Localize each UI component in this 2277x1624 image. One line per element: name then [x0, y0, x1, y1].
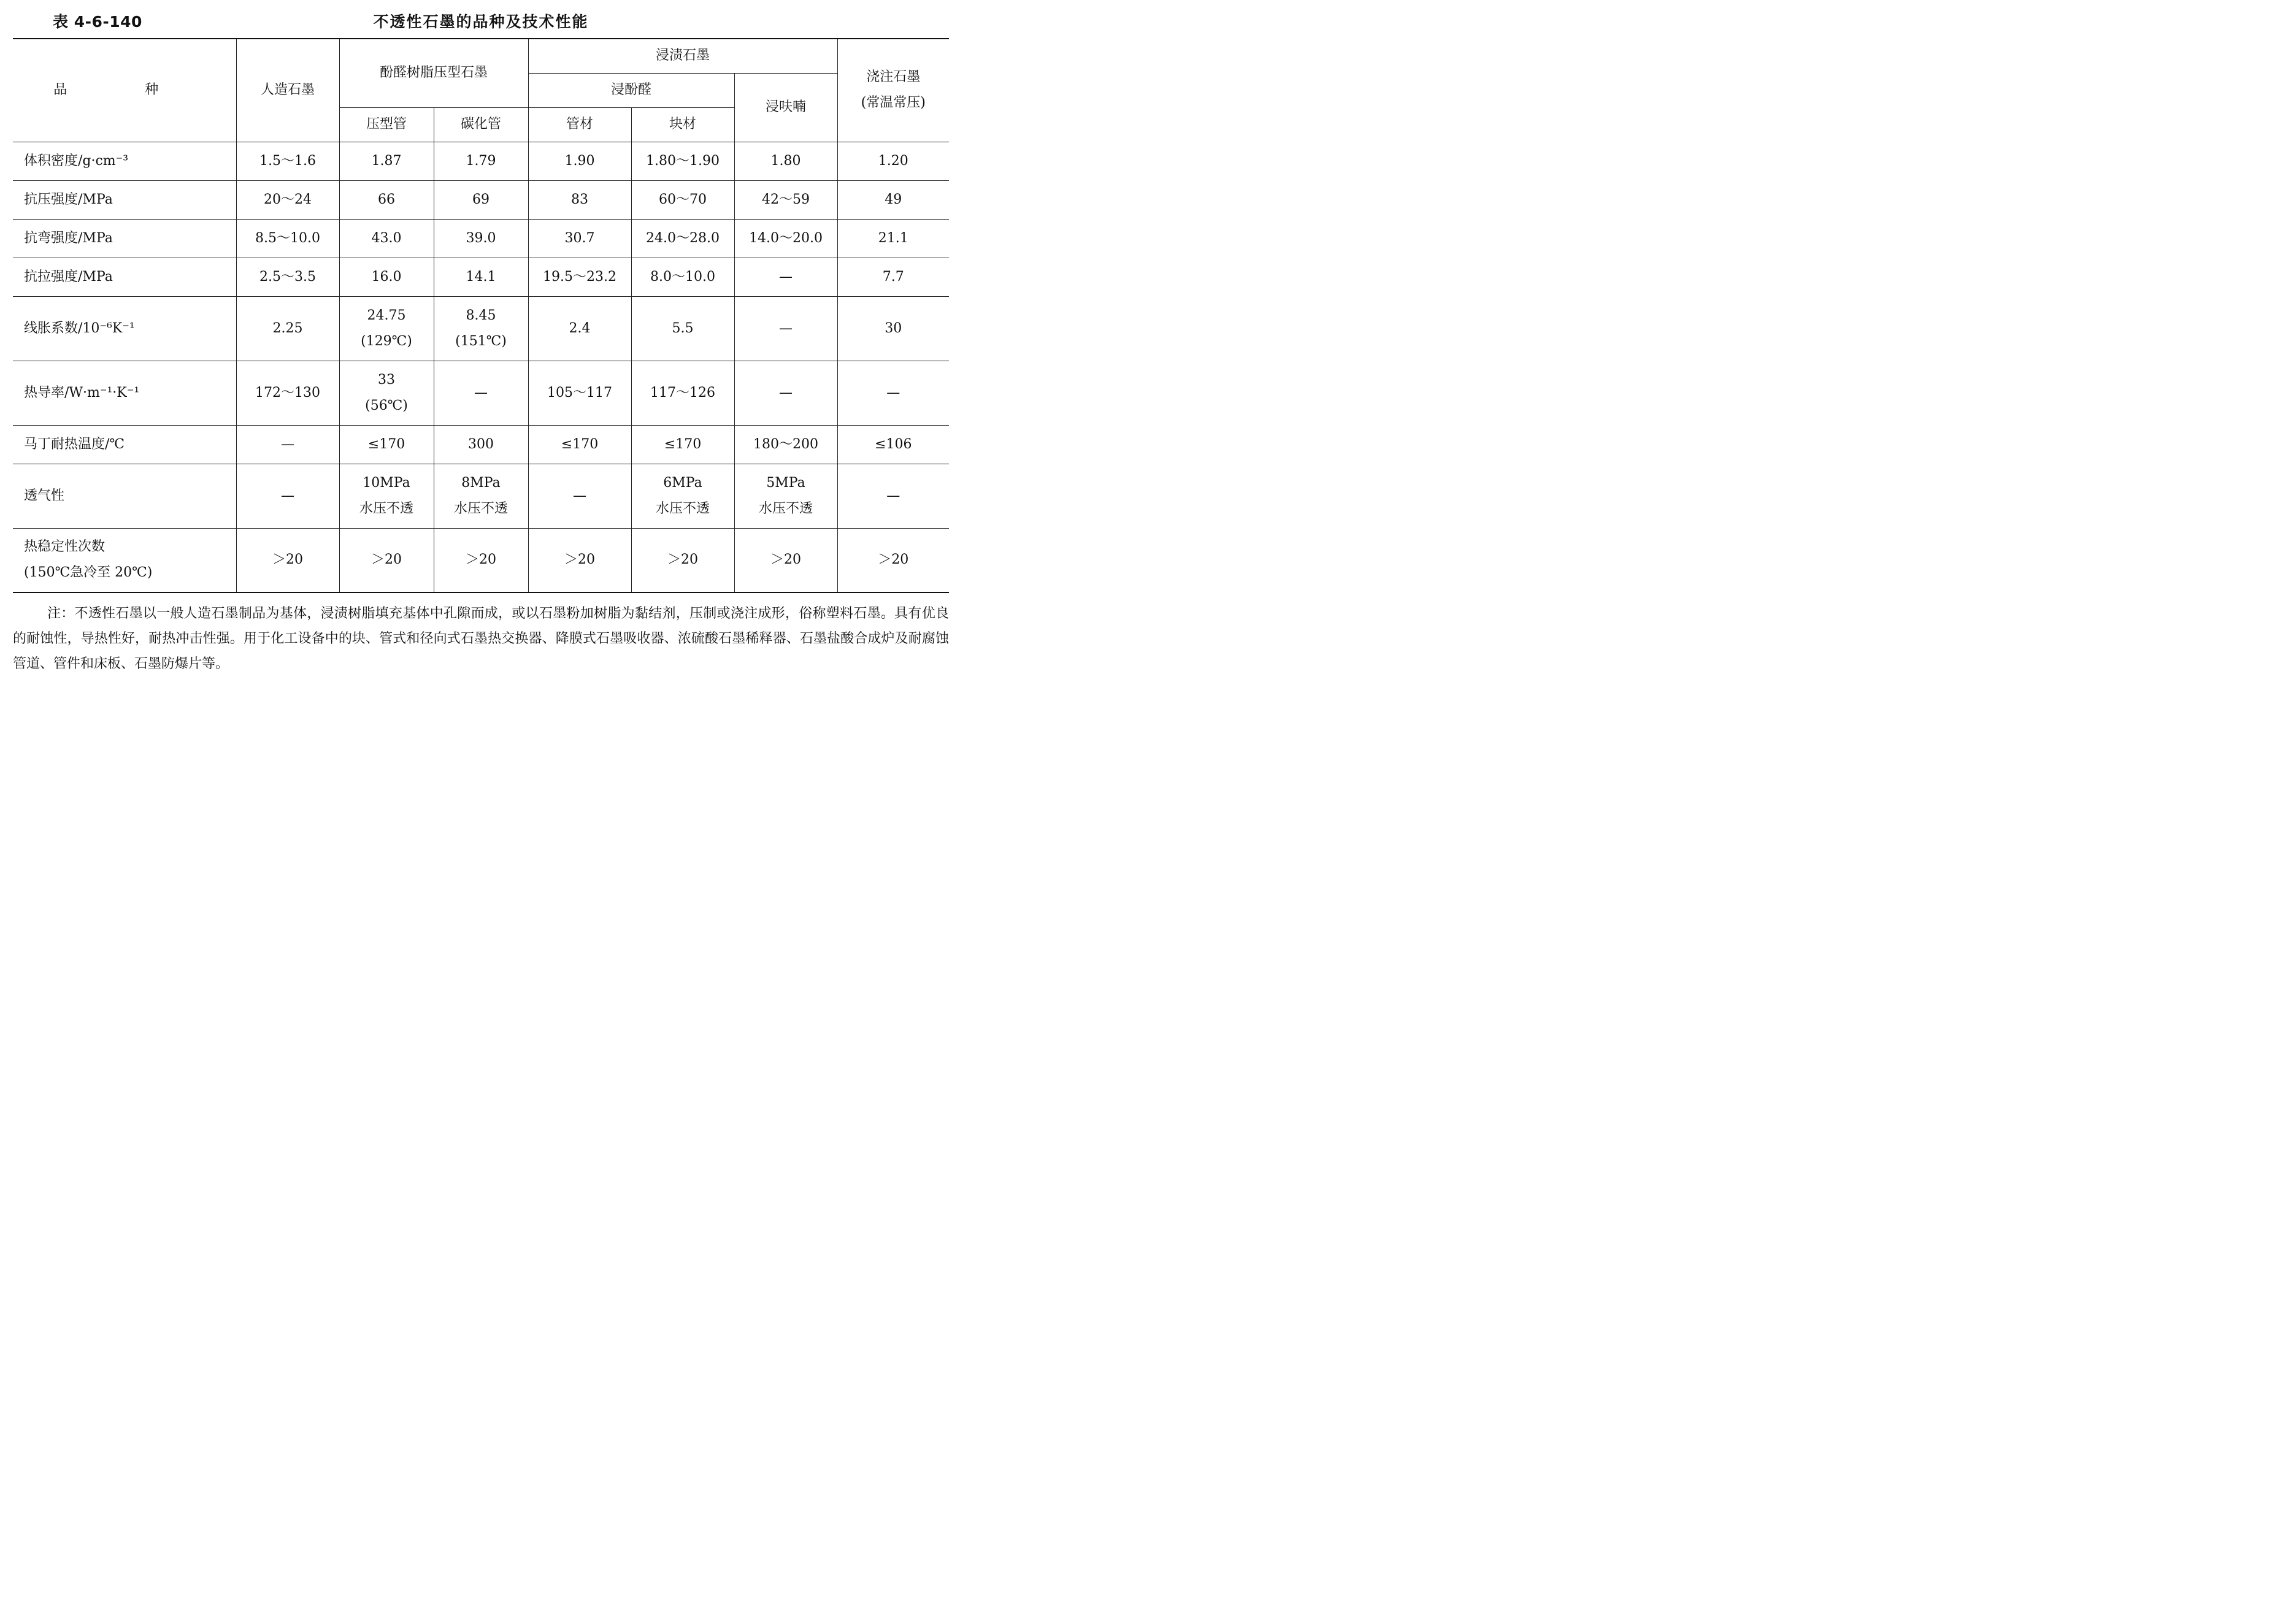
value-cell	[734, 142, 837, 180]
table-row	[13, 425, 949, 464]
value-line: —	[281, 488, 294, 504]
value-line: 30	[885, 320, 902, 336]
table-row	[13, 296, 949, 361]
value-cell	[236, 219, 339, 258]
row-label-line: 透气性	[24, 488, 65, 504]
value-cell	[339, 528, 434, 592]
table-row	[13, 361, 949, 425]
value-line: 42～59	[762, 191, 810, 207]
value-line: 1.80～1.90	[646, 153, 720, 169]
table-row	[13, 219, 949, 258]
value-line: 水压不透	[656, 500, 710, 516]
header-variety: 品 种	[13, 39, 236, 142]
value-cell	[339, 258, 434, 296]
value-line: ≤170	[664, 436, 702, 452]
header-impregnated: 浸渍石墨	[528, 39, 837, 73]
value-cell	[236, 142, 339, 180]
properties-table	[13, 38, 949, 593]
table-row	[13, 258, 949, 296]
value-line: —	[779, 269, 793, 285]
table-number: 表 4-6-140	[53, 13, 142, 31]
row-label-line: 抗弯强度/MPa	[24, 230, 113, 246]
value-line: 6MPa	[663, 475, 702, 491]
row-label-line: (150℃急冷至 20℃)	[24, 565, 153, 581]
value-line: 2.4	[569, 320, 591, 336]
value-line: ≤106	[875, 436, 912, 452]
value-line: 8.45	[466, 307, 496, 323]
value-cell	[837, 219, 949, 258]
value-cell	[837, 180, 949, 219]
row-label	[13, 296, 236, 361]
value-line: 1.87	[371, 153, 402, 169]
value-cell	[339, 464, 434, 528]
value-cell	[434, 142, 528, 180]
value-line: 33	[378, 372, 395, 388]
value-cell	[528, 142, 631, 180]
row-label-line: 马丁耐热温度/℃	[24, 436, 125, 452]
header-tube: 管材	[528, 107, 631, 142]
value-line: 2.5～3.5	[259, 269, 316, 285]
value-line: 21.1	[878, 230, 908, 246]
row-label-line: 体积密度/g·cm⁻³	[24, 153, 129, 169]
value-cell	[339, 219, 434, 258]
value-line: ＞20	[564, 552, 596, 568]
value-cell	[631, 464, 734, 528]
value-cell	[434, 464, 528, 528]
value-cell	[528, 425, 631, 464]
value-line: 8.5～10.0	[255, 230, 320, 246]
row-label-line: 热导率/W·m⁻¹·K⁻¹	[24, 385, 140, 400]
value-cell	[434, 361, 528, 425]
value-cell	[734, 219, 837, 258]
value-cell	[528, 528, 631, 592]
value-line: 24.0～28.0	[646, 230, 720, 246]
value-cell	[339, 296, 434, 361]
header-carbonized-tube: 碳化管	[434, 107, 528, 142]
value-cell	[434, 219, 528, 258]
value-cell	[734, 296, 837, 361]
value-line: —	[779, 320, 793, 336]
value-cell	[236, 425, 339, 464]
row-label	[13, 258, 236, 296]
value-line: 300	[468, 436, 494, 452]
row-label-line: 抗拉强度/MPa	[24, 269, 113, 285]
value-line: 水压不透	[759, 500, 813, 516]
header-impregnated-phenolic: 浸酚醛	[528, 73, 734, 107]
value-line: 69	[472, 191, 490, 207]
value-cell	[837, 425, 949, 464]
value-cell	[631, 361, 734, 425]
row-label	[13, 180, 236, 219]
header-block: 块材	[631, 107, 734, 142]
value-line: 19.5～23.2	[543, 269, 616, 285]
value-cell	[631, 180, 734, 219]
value-line: 1.5～1.6	[259, 153, 316, 169]
table-row	[13, 528, 949, 592]
value-line: ≤170	[367, 436, 405, 452]
value-line: 30.7	[564, 230, 595, 246]
table-title: 不透性石墨的品种及技术性能	[373, 13, 589, 31]
value-cell	[734, 464, 837, 528]
value-line: 83	[571, 191, 589, 207]
value-cell	[837, 258, 949, 296]
header-artificial-graphite: 人造石墨	[236, 39, 339, 142]
value-line: 117～126	[650, 385, 715, 400]
table-row	[13, 180, 949, 219]
value-line: 5MPa	[766, 475, 805, 491]
table-caption	[0, 9, 962, 33]
value-cell	[631, 425, 734, 464]
value-line: 1.79	[466, 153, 496, 169]
value-line: (129℃)	[361, 333, 412, 349]
header-impregnated-furan: 浸呋喃	[734, 73, 837, 142]
value-cell	[434, 296, 528, 361]
value-cell	[528, 258, 631, 296]
value-cell	[734, 425, 837, 464]
value-cell	[631, 296, 734, 361]
table-row	[13, 464, 949, 528]
value-line: ＞20	[770, 552, 802, 568]
row-label	[13, 219, 236, 258]
value-line: 20～24	[264, 191, 312, 207]
value-line: 14.0～20.0	[749, 230, 823, 246]
value-cell	[734, 258, 837, 296]
value-cell	[631, 258, 734, 296]
value-cell	[236, 258, 339, 296]
value-line: —	[573, 488, 587, 504]
value-cell	[339, 361, 434, 425]
value-cell	[837, 361, 949, 425]
value-line: 43.0	[371, 230, 402, 246]
value-cell	[837, 142, 949, 180]
value-line: 水压不透	[454, 500, 509, 516]
value-cell	[734, 528, 837, 592]
value-line: —	[474, 385, 488, 400]
row-label	[13, 361, 236, 425]
value-line: 水压不透	[359, 500, 413, 516]
value-line: —	[886, 488, 900, 504]
value-cell	[434, 425, 528, 464]
value-cell	[631, 528, 734, 592]
value-line: 2.25	[272, 320, 303, 336]
header-pressed-tube: 压型管	[339, 107, 434, 142]
row-label-line: 线胀系数/10⁻⁶K⁻¹	[24, 320, 135, 336]
value-cell	[734, 361, 837, 425]
value-cell	[734, 180, 837, 219]
value-cell	[528, 296, 631, 361]
value-cell	[236, 296, 339, 361]
value-line: 16.0	[371, 269, 402, 285]
value-cell	[837, 528, 949, 592]
value-cell	[837, 464, 949, 528]
header-cast-graphite	[837, 39, 949, 142]
value-line: 1.80	[770, 153, 801, 169]
row-label-line: 热稳定性次数	[24, 539, 106, 555]
row-label	[13, 142, 236, 180]
value-line: (151℃)	[455, 333, 507, 349]
header-cast-line: 浇注石墨	[866, 69, 921, 85]
value-line: 24.75	[367, 307, 406, 323]
value-cell	[434, 258, 528, 296]
row-label	[13, 425, 236, 464]
value-cell	[434, 528, 528, 592]
value-line: 5.5	[672, 320, 694, 336]
value-line: ＞20	[272, 552, 303, 568]
value-line: ＞20	[878, 552, 909, 568]
table-row	[13, 142, 949, 180]
value-line: 39.0	[466, 230, 496, 246]
table-note	[13, 601, 949, 676]
value-line: 180～200	[753, 436, 818, 452]
value-cell	[434, 180, 528, 219]
value-line: —	[281, 436, 294, 452]
value-line: (56℃)	[365, 397, 408, 413]
header-cast-line: (常温常压)	[861, 95, 926, 111]
row-label	[13, 528, 236, 592]
value-cell	[837, 296, 949, 361]
value-cell	[236, 528, 339, 592]
value-line: 7.7	[882, 269, 904, 285]
value-line: 105～117	[547, 385, 612, 400]
value-line: 10MPa	[363, 475, 410, 491]
value-line: ＞20	[371, 552, 402, 568]
value-cell	[528, 219, 631, 258]
value-line: —	[779, 385, 793, 400]
value-cell	[528, 464, 631, 528]
value-cell	[631, 142, 734, 180]
value-line: 8MPa	[461, 475, 501, 491]
value-cell	[236, 361, 339, 425]
value-cell	[339, 425, 434, 464]
header-phenolic-pressed: 酚醛树脂压型石墨	[339, 39, 528, 107]
value-line: 60～70	[659, 191, 707, 207]
value-line: ≤170	[561, 436, 599, 452]
value-cell	[528, 361, 631, 425]
value-cell	[528, 180, 631, 219]
value-line: —	[886, 385, 900, 400]
value-line: 1.20	[878, 153, 908, 169]
value-cell	[339, 180, 434, 219]
row-label	[13, 464, 236, 528]
note-text: 注：不透性石墨以一般人造石墨制品为基体，浸渍树脂填充基体中孔隙而成，或以石墨粉加树脂为黏结剂，压制或浇注成形，俗称塑料石墨。具有优良的耐蚀性，导热性好，耐热冲击性强。用于化工设备中的块、管式和径向式石墨热交换器、降膜式石墨吸收器、浓硫酸石墨稀释器、石墨盐酸合成炉及耐腐蚀管道、管件和床板、石墨防爆片等。	[13, 606, 949, 672]
row-label-line: 抗压强度/MPa	[24, 191, 113, 207]
value-line: 66	[378, 191, 395, 207]
value-line: 49	[885, 191, 902, 207]
value-line: 8.0～10.0	[650, 269, 715, 285]
value-line: ＞20	[667, 552, 699, 568]
value-line: 14.1	[466, 269, 496, 285]
value-line: ＞20	[466, 552, 496, 568]
value-line: 1.90	[564, 153, 595, 169]
value-cell	[236, 464, 339, 528]
value-cell	[631, 219, 734, 258]
value-cell	[236, 180, 339, 219]
value-line: 172～130	[255, 385, 320, 400]
value-cell	[339, 142, 434, 180]
